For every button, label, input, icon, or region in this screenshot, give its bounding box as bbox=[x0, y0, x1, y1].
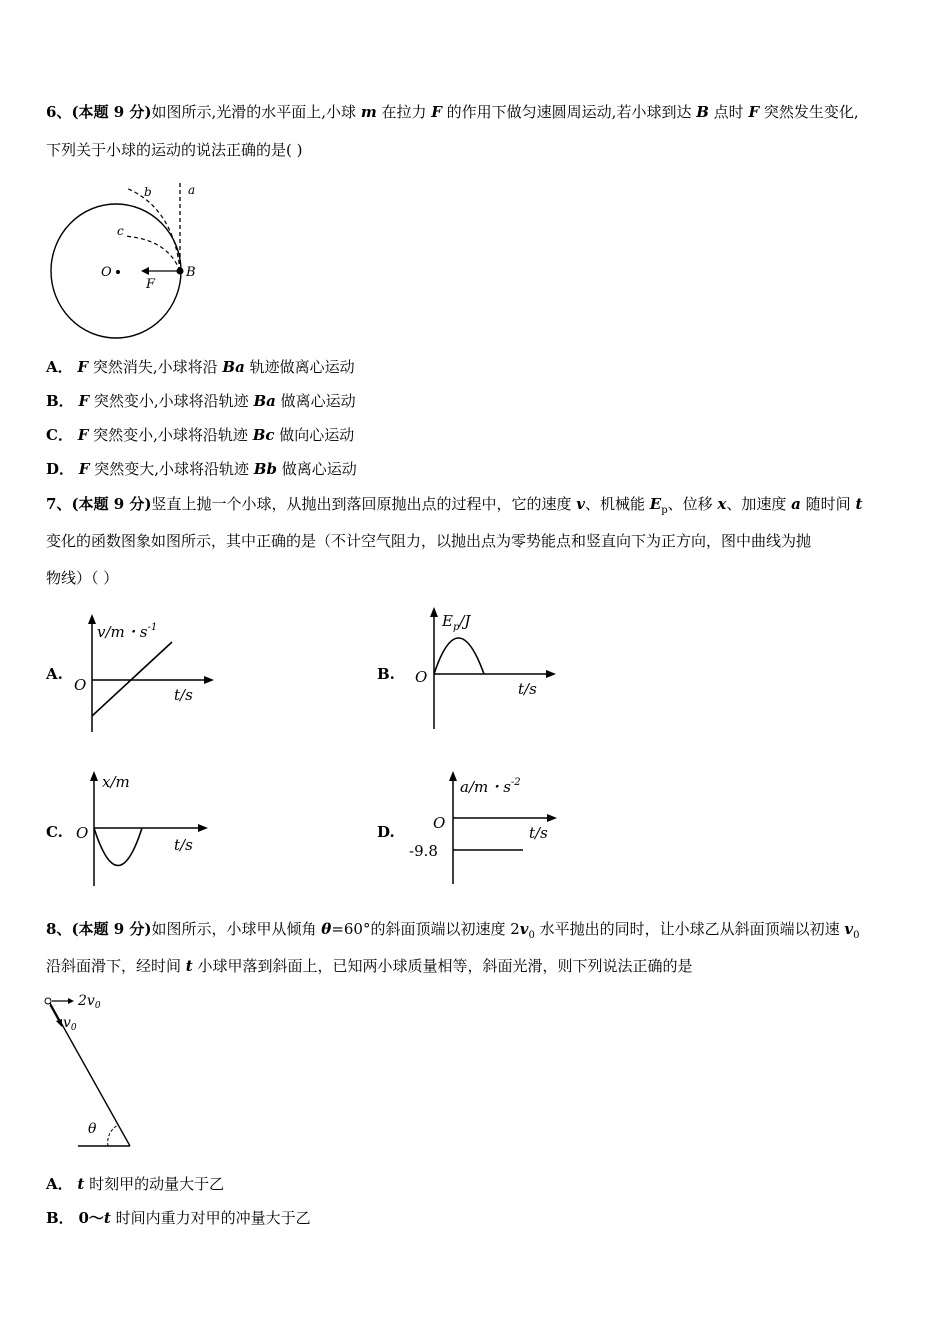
option-pre: 0～ bbox=[78, 1209, 104, 1227]
label-2v0: $2v_0$ bbox=[78, 993, 101, 1011]
y-axis-arrow bbox=[430, 607, 438, 617]
y-axis-arrow bbox=[88, 614, 96, 624]
q6-stem-line2: 下列关于小球的运动的说法正确的是( ) bbox=[46, 141, 303, 159]
q7-option-d-key[interactable]: D. bbox=[377, 823, 395, 841]
y-label: x/m bbox=[102, 773, 130, 791]
option-key: B． bbox=[46, 1209, 74, 1227]
q7-stem-line2: 变化的函数图象如图所示，其中正确的是（不计空气阻力，以抛出点为零势能点和竖直向下为正方向，图中曲线为抛 bbox=[46, 532, 812, 550]
q8-stem-line1 bbox=[46, 919, 860, 946]
q8-number: 8、 bbox=[46, 920, 72, 938]
q8-option-a[interactable] bbox=[46, 1174, 224, 1194]
q7-text-d: 、加速度 bbox=[726, 495, 792, 513]
option-key: D． bbox=[46, 460, 75, 478]
q6-var-F: F bbox=[431, 103, 442, 121]
x-label: t/s bbox=[518, 680, 537, 698]
q7-text-c: 、位移 bbox=[667, 495, 718, 513]
q6-var-B: B bbox=[696, 103, 709, 121]
q8-sub0: 0 bbox=[528, 930, 535, 941]
q8-option-b[interactable] bbox=[46, 1208, 311, 1228]
option-key: A． bbox=[46, 358, 73, 376]
label-O: O bbox=[101, 265, 112, 280]
origin-label: O bbox=[76, 824, 89, 842]
option-key: B． bbox=[46, 392, 74, 410]
x-label: t/s bbox=[174, 686, 193, 704]
label-theta: θ bbox=[88, 1121, 97, 1137]
q7-graph-d[interactable] bbox=[405, 768, 565, 888]
q7-var-a: a bbox=[791, 495, 801, 513]
q8-stem-line2 bbox=[46, 956, 693, 976]
arrow-2v0-head bbox=[68, 998, 74, 1004]
x-axis-arrow bbox=[204, 676, 214, 684]
angle-arc bbox=[108, 1125, 118, 1146]
q6-text-b: 在拉力 bbox=[376, 103, 432, 121]
q7-graph-b[interactable] bbox=[410, 604, 560, 734]
option-var: F bbox=[77, 426, 89, 444]
q6-text-e: 突然发生变化, bbox=[759, 103, 859, 121]
displacement-curve bbox=[94, 828, 142, 866]
force-arrow-head bbox=[141, 267, 149, 275]
label-b: b bbox=[144, 185, 152, 199]
origin-label: O bbox=[74, 676, 87, 694]
q7-sub-p: p bbox=[661, 505, 668, 516]
option-text-b: 做向心运动 bbox=[274, 426, 355, 444]
q7-option-c-key[interactable]: C. bbox=[46, 823, 63, 841]
q6-score: (本题 9 分) bbox=[71, 103, 152, 121]
option-var2: Bb bbox=[253, 460, 277, 478]
x-axis-arrow bbox=[547, 814, 557, 822]
q8-incline-figure bbox=[40, 985, 150, 1150]
y-label: v/m・$s^{-1}$ bbox=[97, 622, 158, 641]
q8-score: (本题 9 分) bbox=[71, 920, 152, 938]
option-text-a: 突然变小,小球将沿轨迹 bbox=[88, 426, 253, 444]
q7-stem-line3: 物线）（ ） bbox=[46, 569, 119, 587]
y-label: $E_p/J$ bbox=[442, 612, 471, 633]
q8-var-v0: v bbox=[519, 920, 529, 938]
option-var: t bbox=[77, 1175, 85, 1193]
label-v0: $v_0$ bbox=[63, 1015, 77, 1033]
option-text-b: 轨迹做离心运动 bbox=[244, 358, 355, 376]
option-text: 时刻甲的动量大于乙 bbox=[84, 1175, 225, 1193]
velocity-line bbox=[92, 642, 172, 716]
option-var2: Bc bbox=[252, 426, 275, 444]
origin-label: O bbox=[433, 814, 446, 832]
q8-text-2a: 沿斜面滑下，经时间 bbox=[46, 957, 186, 975]
q7-text-b: 、机械能 bbox=[585, 495, 650, 513]
option-var: F bbox=[77, 358, 89, 376]
x-axis-arrow bbox=[198, 824, 208, 832]
origin-label: O bbox=[415, 668, 428, 686]
q6-stem-line1 bbox=[46, 102, 859, 122]
q6-text-d: 点时 bbox=[708, 103, 749, 121]
q8-var-theta: θ bbox=[321, 920, 332, 938]
q6-circle-figure bbox=[46, 178, 226, 343]
option-var: F bbox=[78, 392, 90, 410]
q7-score: (本题 9 分) bbox=[71, 495, 152, 513]
q7-stem-line1 bbox=[46, 494, 862, 521]
option-text-b: 做离心运动 bbox=[275, 392, 356, 410]
trajectory-c bbox=[124, 236, 180, 271]
energy-curve bbox=[434, 638, 484, 674]
option-var2: Ba bbox=[253, 392, 276, 410]
option-key: C． bbox=[46, 426, 73, 444]
y-axis-arrow bbox=[449, 771, 457, 781]
q6-var-F2: F bbox=[748, 103, 760, 121]
option-key: A． bbox=[46, 1175, 73, 1193]
x-label: t/s bbox=[529, 824, 548, 842]
q8-text-2b: 小球甲落到斜面上，已知两小球质量相等，斜面光滑，则下列说法正确的是 bbox=[192, 957, 693, 975]
q7-graph-a[interactable] bbox=[70, 612, 220, 737]
option-var: F bbox=[78, 460, 90, 478]
q6-option-c[interactable] bbox=[46, 425, 354, 445]
q8-sub0b: 0 bbox=[853, 930, 860, 941]
q8-text-a: 如图所示，小球甲从倾角 bbox=[151, 920, 322, 938]
q7-option-a-key[interactable]: A. bbox=[46, 665, 63, 683]
q7-var-v: v bbox=[576, 495, 586, 513]
q6-number: 6、 bbox=[46, 103, 72, 121]
q8-text-b: =60°的斜面顶端以初速度 2 bbox=[331, 920, 520, 938]
q6-text-c: 的作用下做匀速圆周运动,若小球到达 bbox=[441, 103, 697, 121]
center-dot bbox=[116, 270, 120, 274]
option-var2: Ba bbox=[222, 358, 245, 376]
x-label: t/s bbox=[174, 836, 193, 854]
label-B: B bbox=[186, 265, 196, 280]
option-text-a: 突然消失,小球将沿 bbox=[88, 358, 223, 376]
q7-option-b-key[interactable]: B. bbox=[377, 665, 395, 683]
q6-option-d[interactable] bbox=[46, 459, 357, 479]
y-label: a/m・$s^{-2}$ bbox=[460, 777, 521, 796]
value-label: -9.8 bbox=[409, 842, 438, 860]
q8-text-c: 水平抛出的同时，让小球乙从斜面顶端以初速 bbox=[534, 920, 845, 938]
x-axis-arrow bbox=[546, 670, 556, 678]
q7-var-t: t bbox=[855, 495, 863, 513]
option-text: 时间内重力对甲的冲量大于乙 bbox=[110, 1209, 311, 1227]
label-F: F bbox=[146, 277, 156, 292]
label-a: a bbox=[188, 183, 196, 197]
option-var: t bbox=[103, 1209, 111, 1227]
option-text-b: 做离心运动 bbox=[276, 460, 357, 478]
q8-var-t: t bbox=[185, 957, 193, 975]
q6-option-a[interactable] bbox=[46, 357, 355, 377]
q6-text-a: 如图所示,光滑的水平面上,小球 bbox=[151, 103, 361, 121]
y-axis-arrow bbox=[90, 771, 98, 781]
trajectory-b bbox=[126, 188, 180, 271]
label-c: c bbox=[117, 224, 124, 238]
option-text-a: 突然变大,小球将沿轨迹 bbox=[89, 460, 254, 478]
q7-text-a: 竖直上抛一个小球，从抛出到落回原抛出点的过程中，它的速度 bbox=[151, 495, 577, 513]
q7-var-x: x bbox=[717, 495, 727, 513]
q7-number: 7、 bbox=[46, 495, 72, 513]
q6-var-m: m bbox=[360, 103, 377, 121]
arrow-v0-head bbox=[56, 1019, 62, 1027]
q7-var-E: E bbox=[649, 495, 662, 513]
option-text-a: 突然变小,小球将沿轨迹 bbox=[89, 392, 254, 410]
q7-text-e: 随时间 bbox=[800, 495, 856, 513]
q8-var-v0b: v bbox=[844, 920, 854, 938]
q7-graph-c[interactable] bbox=[70, 768, 220, 890]
q6-option-b[interactable] bbox=[46, 391, 356, 411]
